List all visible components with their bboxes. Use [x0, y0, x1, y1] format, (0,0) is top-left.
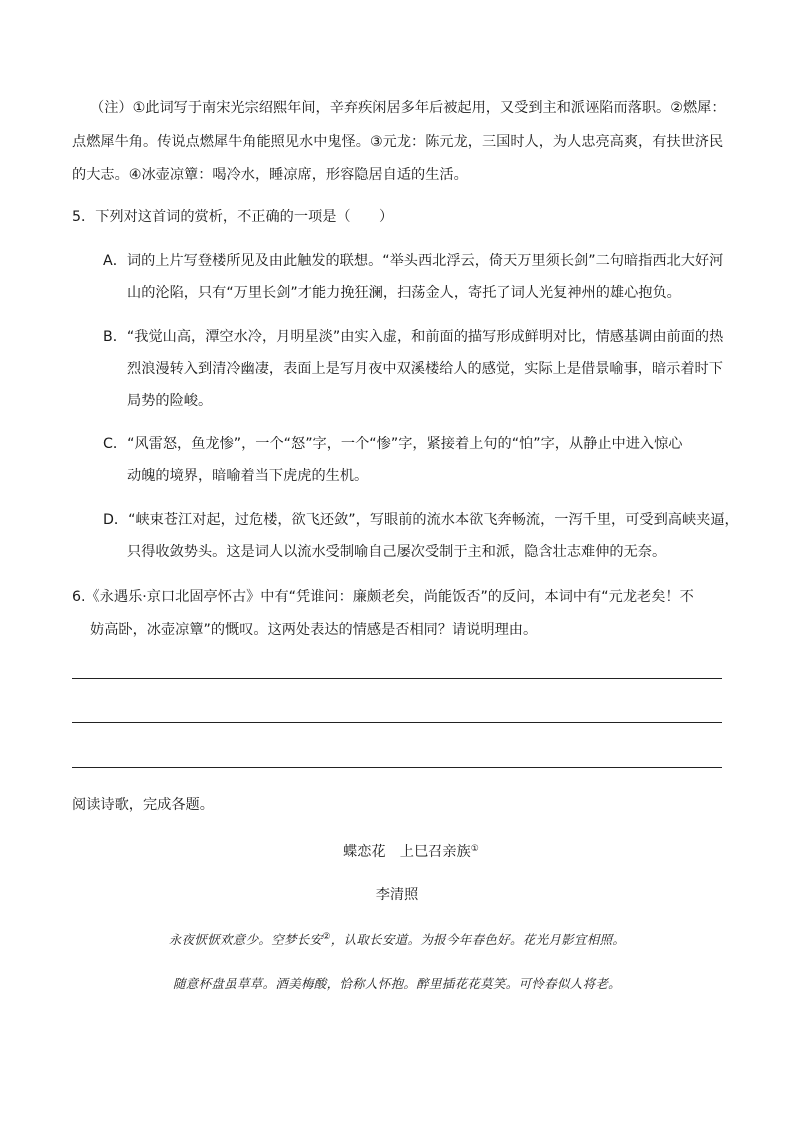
- poem-author: 李清照: [375, 887, 419, 903]
- poem-title: [343, 842, 479, 862]
- option-a-line-2: 山的沦陷，只有“万里长剑”才能力挽狂澜，扫荡金人，寄托了词人光复神州的雄心抱负。: [127, 285, 681, 301]
- poem-title-text: 蝶恋花 上巳召亲族: [343, 844, 471, 860]
- option-d-line-1: D．“峡束苍江对起，过危楼，欲飞还敛”，写眼前的流水本欲飞奔畅流，一泻千里，可受到高峡夹逼，: [103, 512, 739, 528]
- reading-instruction: 阅读诗歌，完成各题。: [72, 797, 214, 813]
- note-line-1: （注）①此词写于南宋光宗绍熙年间，辛弃疾闲居多年后被起用，又受到主和派诬陷而落职。②燃犀：: [90, 100, 726, 116]
- poem-line-1-a: 永夜恹恹欢意少。空梦长安: [168, 932, 323, 947]
- option-c-line-2: 动魄的境界，暗喻着当下虎虎的生机。: [127, 468, 369, 484]
- answer-line-3[interactable]: [72, 767, 722, 768]
- option-b-line-1: B．“我觉山高，潭空水冷，月明星淡”由实入虚，和前面的描写形成鲜明对比，情感基调由前面的热: [103, 329, 724, 345]
- option-a-line-1: A．词的上片写登楼所见及由此触发的联想。“举头西北浮云，倚天万里须长剑”二句暗指西北大好河: [103, 253, 724, 269]
- option-b-line-2: 烈浪漫转入到清冷幽凄，表面上是写月夜中双溪楼给人的感觉，实际上是借景喻事，暗示着时下: [127, 361, 723, 377]
- poem-line-2: 随意杯盘虽草草。酒美梅酸，恰称人怀抱。醉里插花花莫笑。可怜春似人将老。: [172, 976, 621, 991]
- option-d-line-2: 只得收敛势头。这是词人以流水受制喻自己屡次受制于主和派，隐含壮志难伸的无奈。: [127, 544, 667, 560]
- question-6-line-2: 妨高卧，冰壶凉簟”的慨叹。这两处表达的情感是否相同？请说明理由。: [90, 622, 538, 638]
- note-line-2: 点燃犀牛角。传说点燃犀牛角能照见水中鬼怪。③元龙：陈元龙，三国时人，为人忠亮高爽，有扶世济民: [72, 134, 724, 150]
- poem-title-note: ①: [470, 844, 479, 854]
- option-c-line-1: C．“风雷怒，鱼龙惨”，一个“怒”字，一个“惨”字，紧接着上句的“怕”字，从静止中进入惊心: [103, 436, 683, 452]
- poem-line-1: [0, 930, 794, 950]
- poem-line-1-note: ②: [322, 932, 331, 942]
- answer-line-2[interactable]: [72, 722, 722, 723]
- answer-line-1[interactable]: [72, 678, 722, 679]
- option-b-line-3: 局势的险峻。: [127, 393, 213, 409]
- note-line-3: 的大志。④冰壶凉簟：喝冷水，睡凉席，形容隐居自适的生活。: [72, 167, 468, 183]
- question-5-stem: 5．下列对这首词的赏析，不正确的一项是（ ）: [72, 209, 394, 225]
- poem-line-1-b: ，认取长安道。为报今年春色好。花光月影宜相照。: [330, 932, 626, 947]
- question-6-line-1: 6.《永遇乐·京口北固亭怀古》中有“凭谁问：廉颇老矣，尚能饭否”的反问，本词中有“元龙老矣！不: [72, 589, 694, 605]
